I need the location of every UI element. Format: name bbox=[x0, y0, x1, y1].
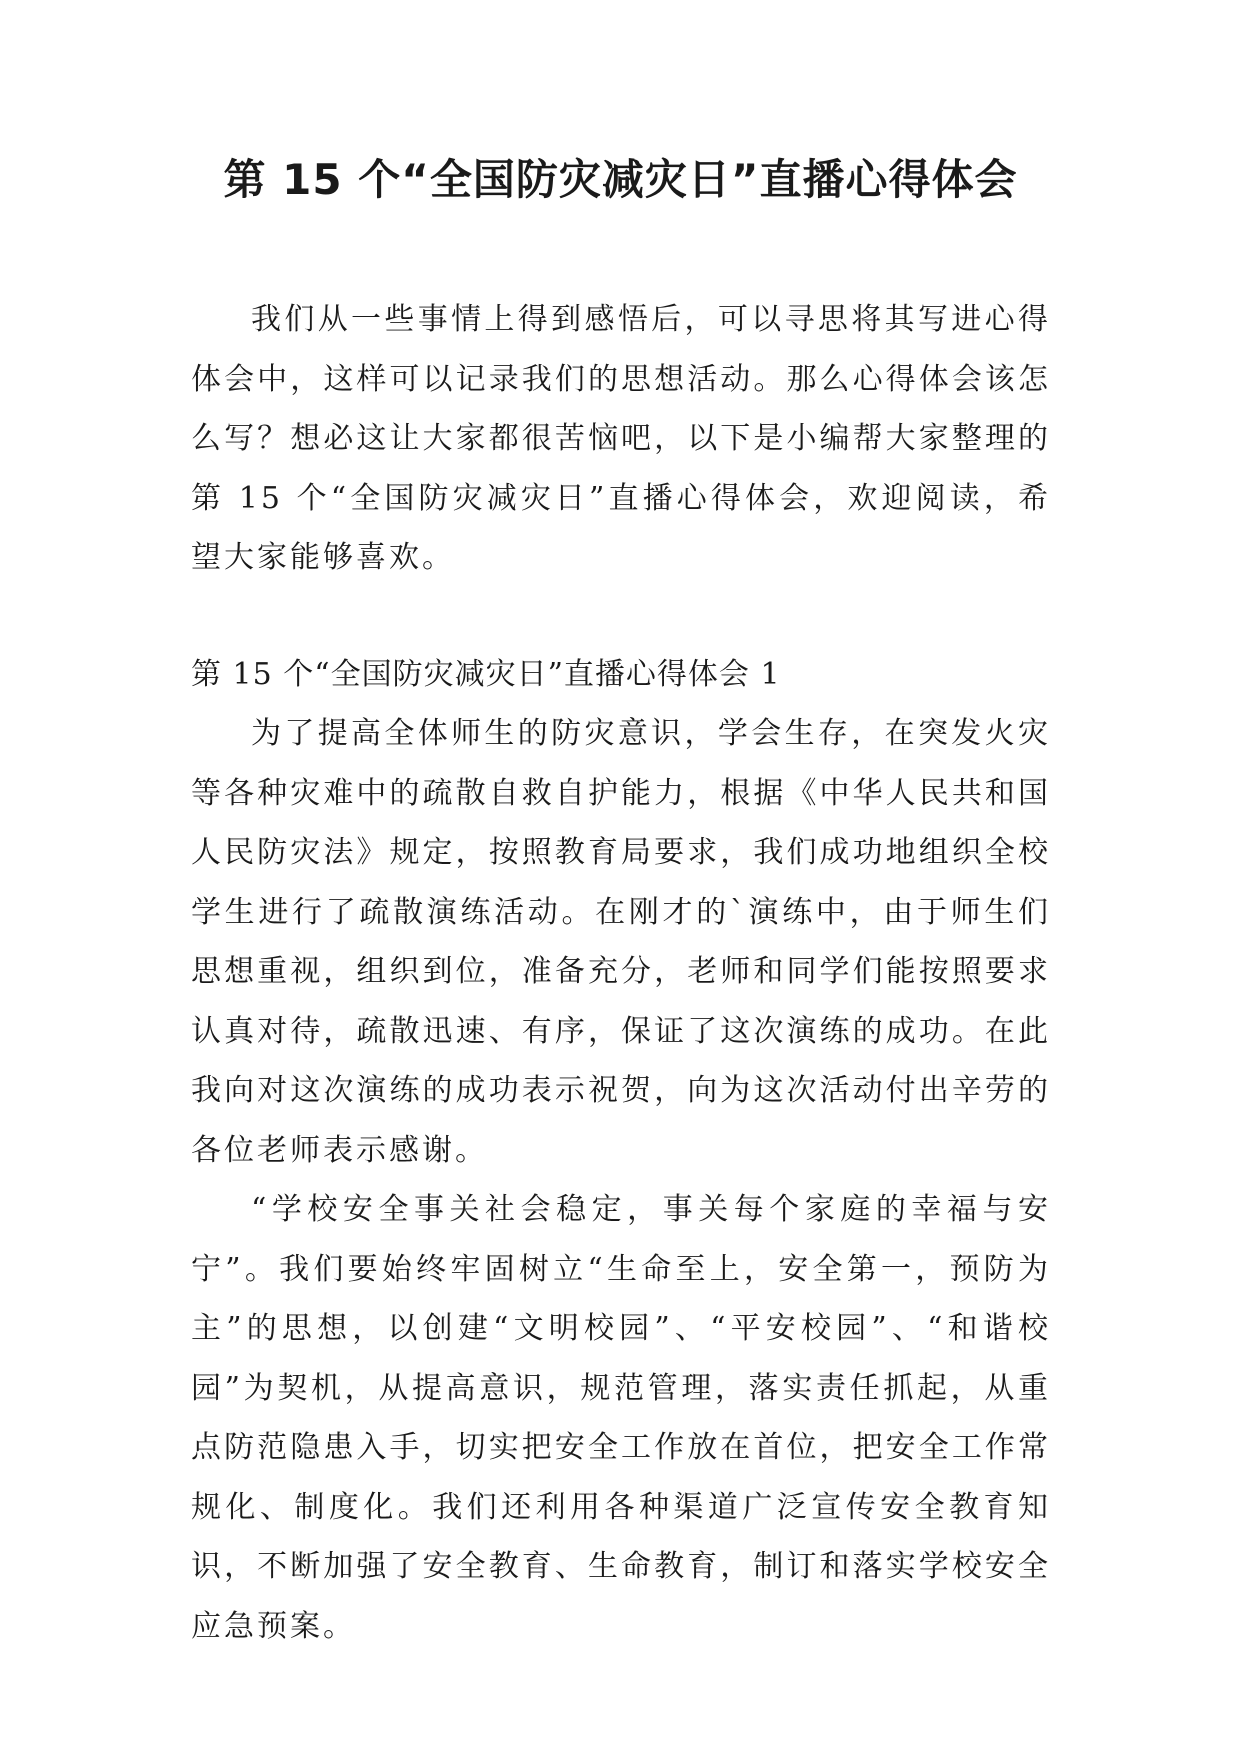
body-paragraph-2: “学校安全事关社会稳定，事关每个家庭的幸福与安宁”。我们要始终牢固树立“生命至上，安全第一，预防为主”的思想，以创建“文明校园”、“平安校园”、“和谐校园”为契机，从提高意识，规范管理，落实责任抓起，从重点防范隐患入手，切实把安全工作放在首位，把安全工作常规化、制度化。我们还利用各种渠道广泛宣传安全教育知识，不断加强了安全教育、生命教育，制订和落实学校安全应急预案。 bbox=[191, 1192, 1051, 1644]
document-body bbox=[191, 290, 1051, 1656]
page-title: 第 15 个“全国防灾减灾日”直播心得体会 bbox=[223, 155, 1018, 204]
section-heading: 第 15 个“全国防灾减灾日”直播心得体会 1 bbox=[191, 656, 781, 692]
body-paragraph-1: 为了提高全体师生的防灾意识，学会生存，在突发火灾等各种灾难中的疏散自救自护能力，根据《中华人民共和国人民防灾法》规定，按照教育局要求，我们成功地组织全校学生进行了疏散演练活动。在刚才的`演练中，由于师生们思想重视，组织到位，准备充分，老师和同学们能按照要求认真对待，疏散迅速、有序，保证了这次演练的成功。在此我向对这次演练的成功表示祝贺，向为这次活动付出辛劳的各位老师表示感谢。 bbox=[191, 716, 1051, 1168]
intro-paragraph: 我们从一些事情上得到感悟后，可以寻思将其写进心得体会中，这样可以记录我们的思想活动。那么心得体会该怎么写？想必这让大家都很苦恼吧，以下是小编帮大家整理的第 15 个“全国防灾减灾日”直播心得体会，欢迎阅读，希望大家能够喜欢。 bbox=[191, 302, 1051, 575]
